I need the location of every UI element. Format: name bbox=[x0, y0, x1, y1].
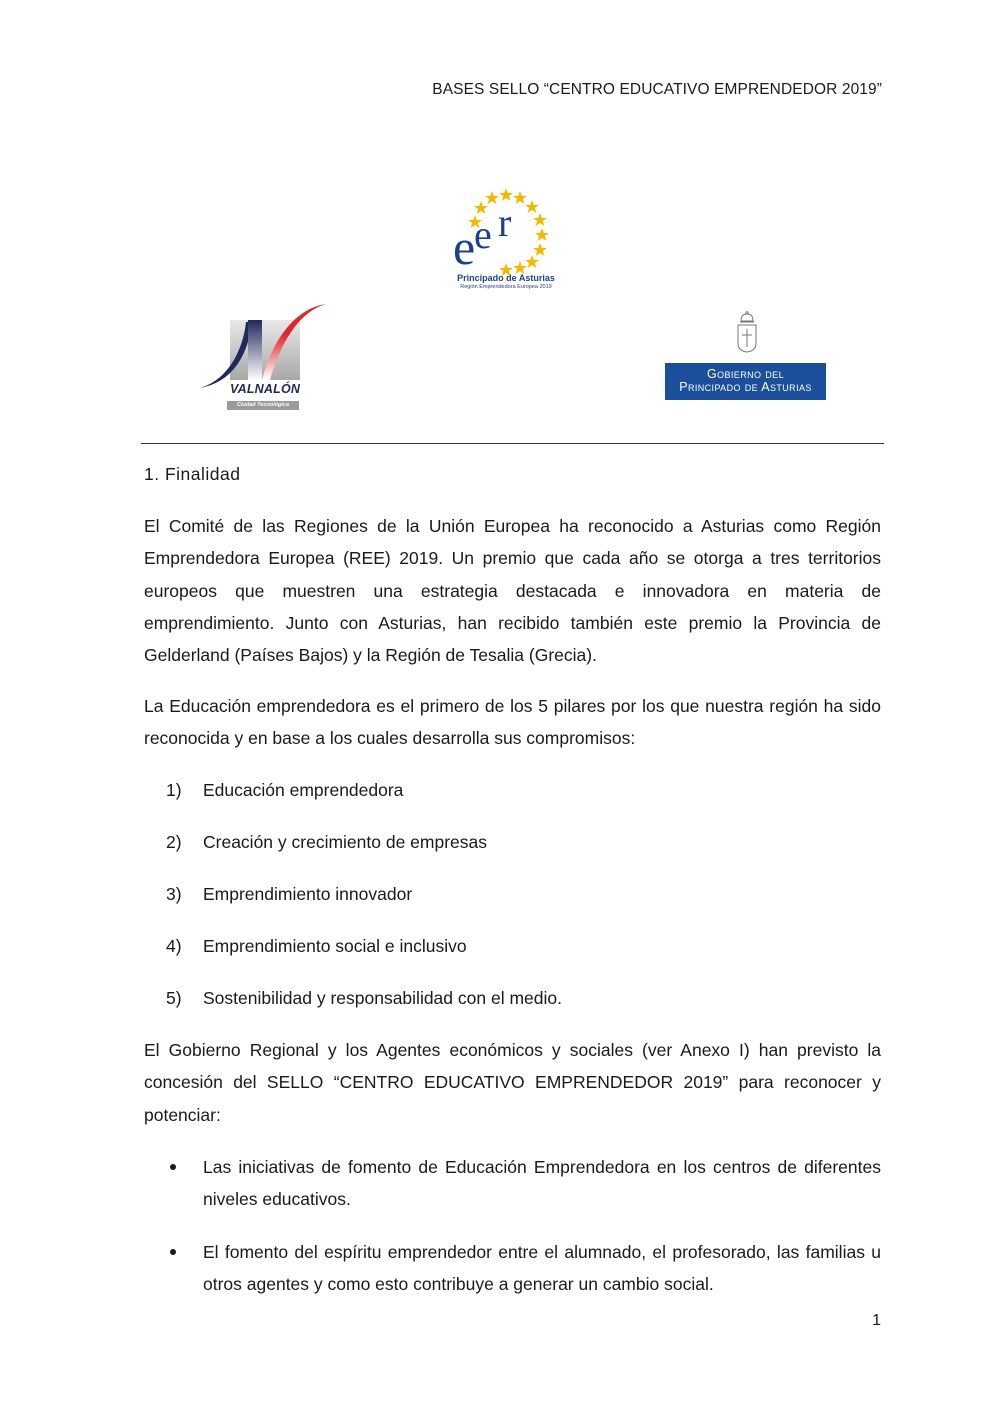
paragraph-seal: El Gobierno Regional y los Agentes económicos y sociales (ver Anexo I) han previsto la concesión del SELLO “CENTRO EDUCATIVO EMPRENDEDOR 2019” para reconocer y potenciar: bbox=[144, 1040, 881, 1125]
eer-region-logo bbox=[448, 186, 564, 294]
list-item bbox=[144, 930, 881, 982]
valnalon-emblem-icon bbox=[198, 300, 332, 390]
list-item-number: 3) bbox=[166, 884, 182, 904]
gobierno-line2: Principado de Asturias bbox=[679, 380, 812, 394]
list-item-text: Emprendimiento innovador bbox=[203, 884, 413, 904]
page-number: 1 bbox=[872, 1312, 881, 1329]
goals-list bbox=[144, 1151, 881, 1320]
running-header: BASES SELLO “CENTRO EDUCATIVO EMPRENDEDOR 2019” bbox=[432, 81, 882, 98]
list-item-text: Las iniciativas de fomento de Educación Emprendedora en los centros de diferentes niveles educativos. bbox=[203, 1157, 881, 1210]
list-item-text: El fomento del espíritu emprendedor entre el alumnado, el profesorado, las familias u otros agentes y como esto contribuye a generar un cambio social. bbox=[203, 1241, 881, 1294]
list-item-text: Emprendimiento social e inclusivo bbox=[203, 936, 467, 956]
valnalon-logo bbox=[198, 300, 332, 412]
list-item bbox=[144, 1151, 881, 1216]
eer-caption-award: Región Emprendedora Europea 2019 bbox=[460, 284, 552, 290]
header-divider bbox=[141, 443, 884, 444]
gobierno-line1: Gobierno del bbox=[706, 367, 784, 381]
list-item-number: 5) bbox=[166, 988, 182, 1008]
eer-emblem-icon bbox=[448, 186, 564, 276]
bullet-icon bbox=[170, 1249, 176, 1255]
list-item bbox=[144, 826, 881, 878]
list-item-number: 1) bbox=[166, 780, 182, 800]
eer-mark-text: e bbox=[453, 219, 467, 275]
list-item bbox=[144, 878, 881, 930]
paragraph-pillars-intro: La Educación emprendedora es el primero de los 5 pilares por los que nuestra región ha sido reconocida y en base a los cuales desarrolla sus compromisos: bbox=[144, 696, 881, 749]
list-item-text: Sostenibilidad y responsabilidad con el medio. bbox=[203, 988, 562, 1008]
list-item-number: 2) bbox=[166, 832, 182, 852]
list-item-text: Educación emprendedora bbox=[203, 780, 404, 800]
coat-of-arms-icon bbox=[735, 311, 759, 353]
valnalon-name: VALNALÓN bbox=[230, 382, 301, 396]
svg-text:r: r bbox=[498, 200, 512, 245]
list-item-text: Creación y crecimiento de empresas bbox=[203, 832, 488, 852]
svg-text:e: e bbox=[474, 212, 486, 257]
eer-caption-region: Principado de Asturias bbox=[457, 273, 555, 283]
list-item bbox=[144, 982, 881, 1034]
pillars-list bbox=[144, 774, 881, 1034]
list-item bbox=[144, 1236, 881, 1301]
bullet-icon bbox=[170, 1164, 176, 1170]
paragraph-intro: El Comité de las Regiones de la Unión Europea ha reconocido a Asturias como Región Emprendedora Europea (REE) 2019. Un premio que cada año se otorga a tres territorios europeos que muestren una estrategia destacada e innovadora en materia de emprendimiento. Junto con Asturias, han recibido también este premio la Provincia de Gelderland (Países Bajos) y la Región de Tesalia (Grecia). bbox=[144, 516, 881, 666]
list-item-number: 4) bbox=[166, 936, 182, 956]
section-heading: 1. Finalidad bbox=[144, 464, 241, 484]
gobierno-asturias-logo bbox=[665, 363, 826, 400]
valnalon-subtitle: Ciudad Tecnológica bbox=[227, 401, 299, 410]
list-item bbox=[144, 774, 881, 826]
